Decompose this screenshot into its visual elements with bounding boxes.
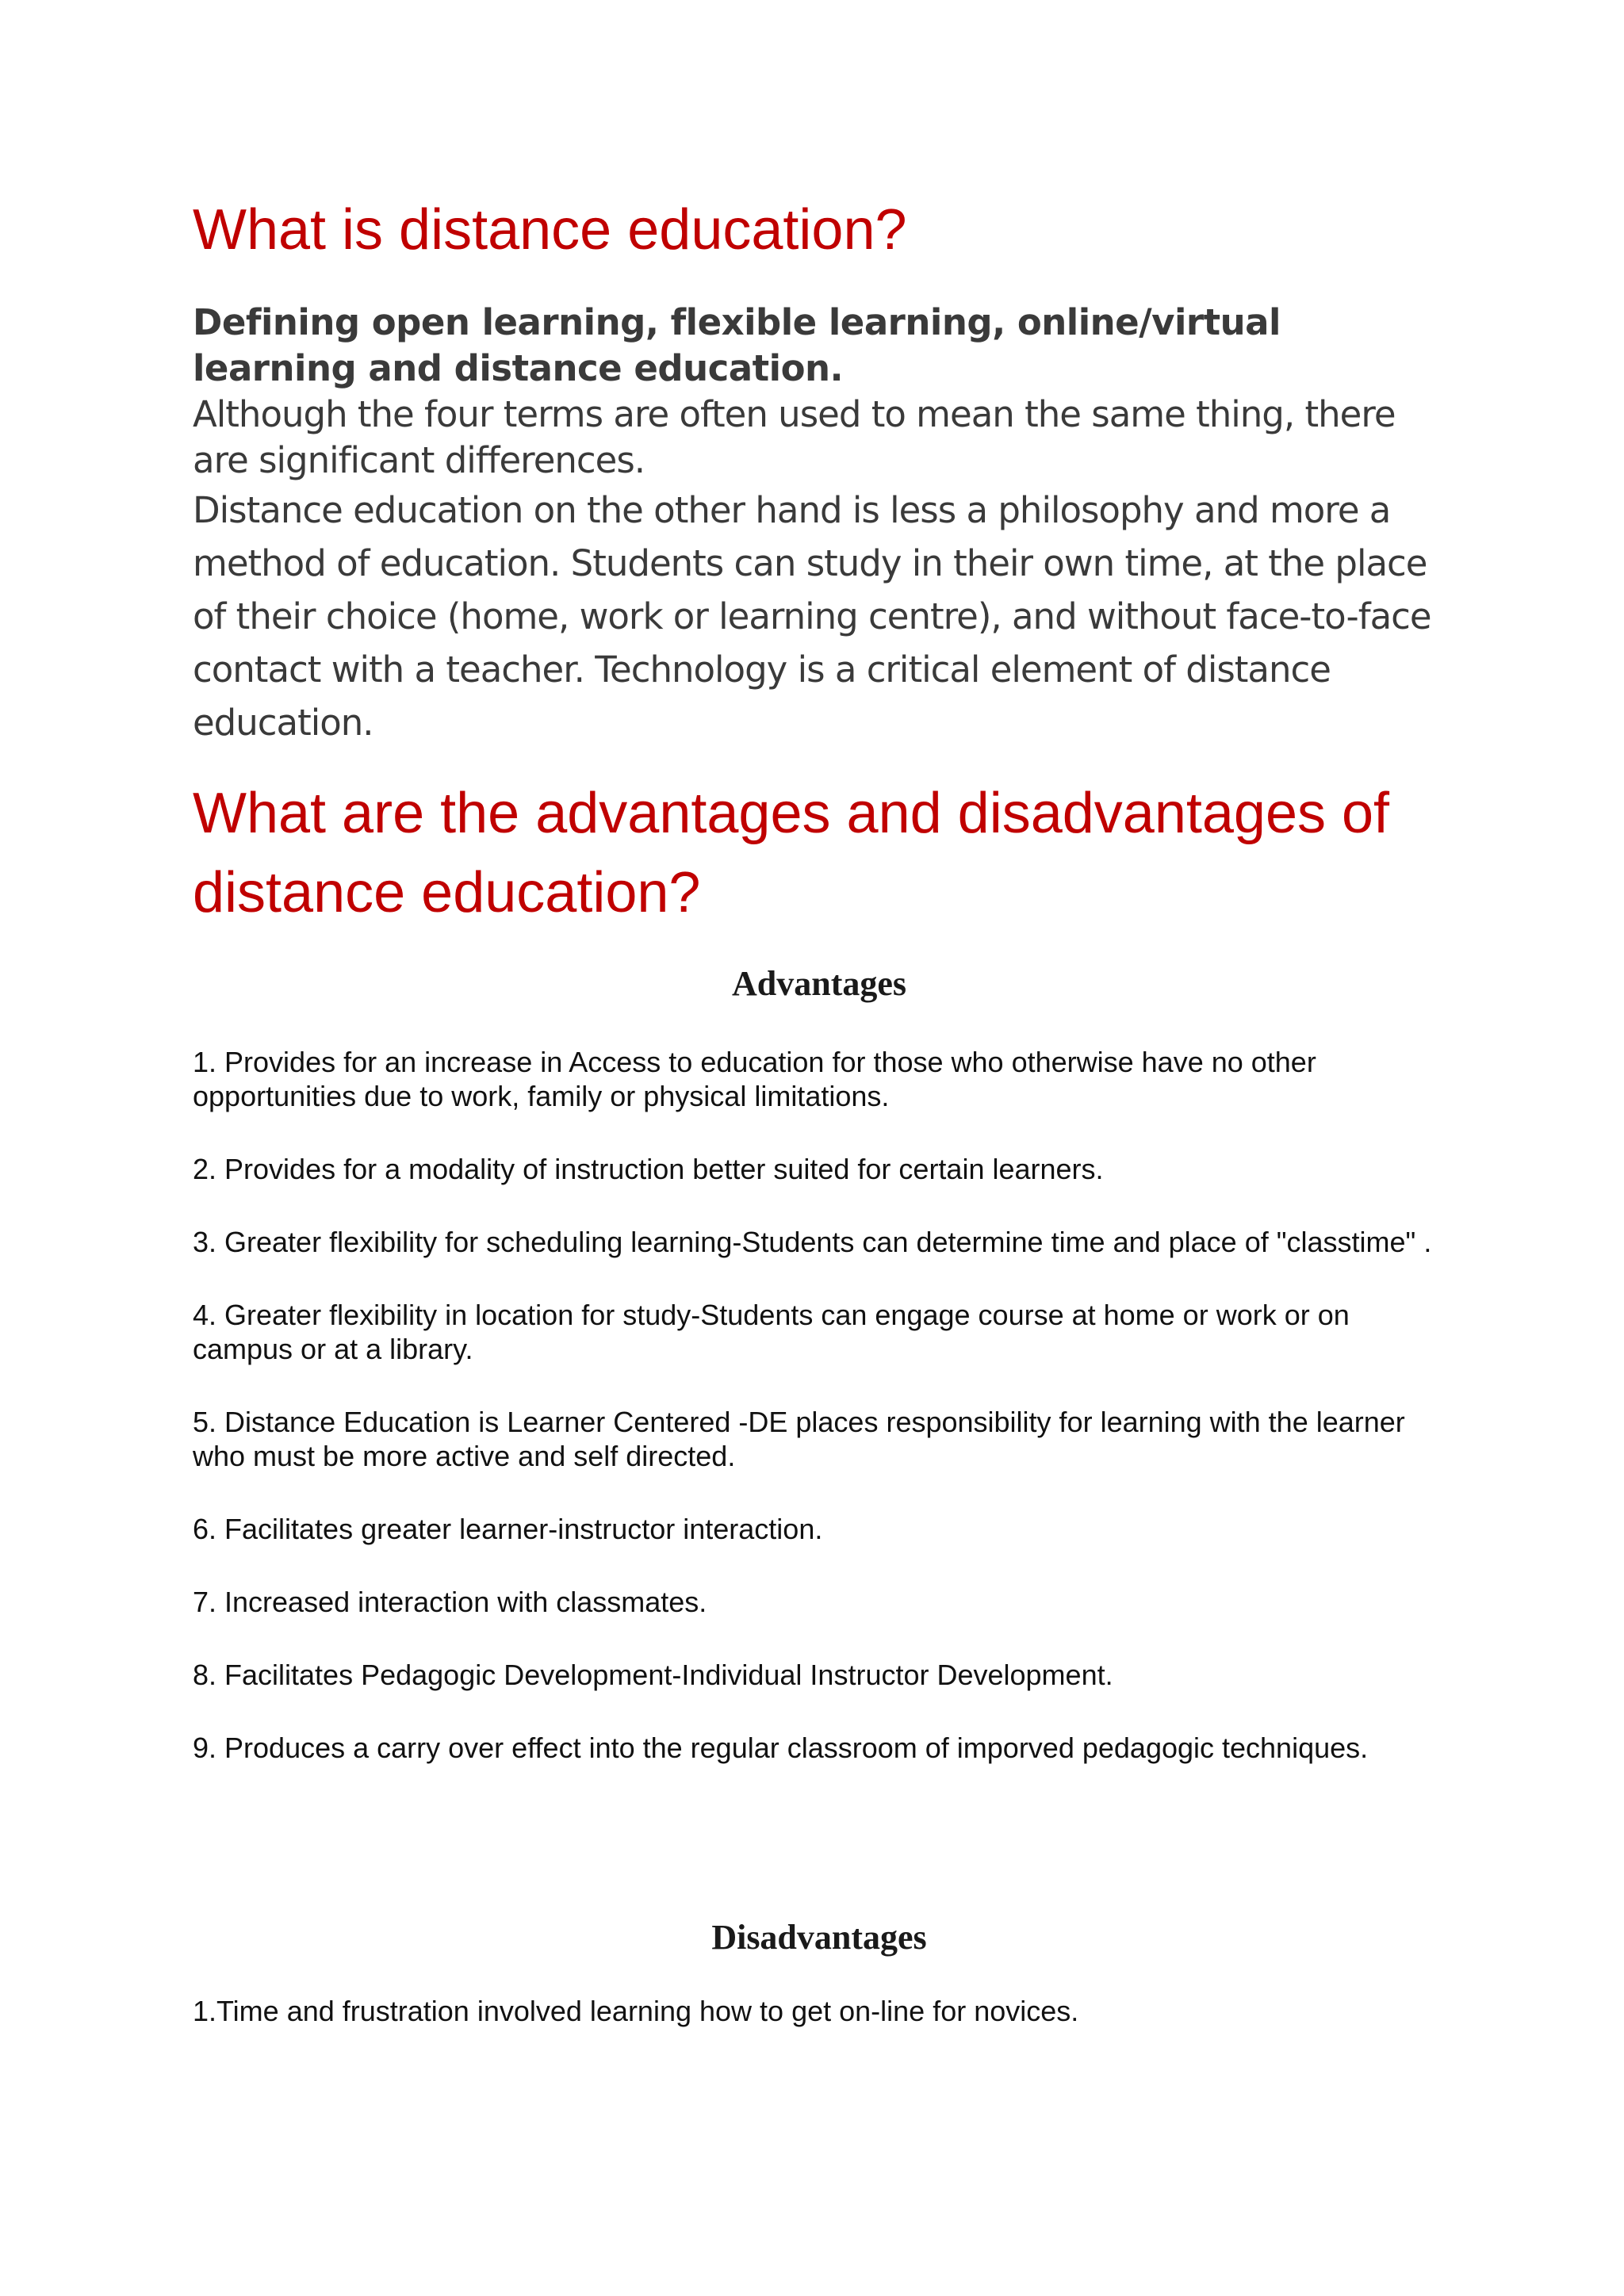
- list-item: 1.Time and frustration involved learning how to get on-line for novices.: [193, 1995, 1079, 2027]
- disadvantages-list: [193, 1994, 1446, 2028]
- list-item: 3. Greater flexibility for scheduling learning-Students can determine time and place of "classtime" .: [193, 1226, 1432, 1258]
- list-item: 4. Greater flexibility in location for study-Students can engage course at home or work or on campus or at a library.: [193, 1299, 1350, 1365]
- list-item: 8. Facilitates Pedagogic Development-Individual Instructor Development.: [193, 1659, 1113, 1691]
- list-item: 7. Increased interaction with classmates.: [193, 1586, 707, 1618]
- list-item: 2. Provides for a modality of instruction better suited for certain learners.: [193, 1153, 1104, 1185]
- heading-advantages-disadvantages: What are the advantages and disadvantages of distance education?: [193, 782, 1390, 924]
- heading-what-is-distance-education: What is distance education?: [193, 198, 907, 262]
- list-item: 6. Facilitates greater learner-instructor interaction.: [193, 1513, 823, 1545]
- advantages-title: Advantages: [731, 964, 907, 1003]
- list-item: 9. Produces a carry over effect into the regular classroom of imporved pedagogic techniques.: [193, 1732, 1369, 1764]
- list-item: 5. Distance Education is Learner Centered -DE places responsibility for learning with the learner who must be more active and self directed.: [193, 1406, 1405, 1472]
- paragraph-differences: Although the four terms are often used to mean the same thing, there are significant differences.: [193, 393, 1396, 481]
- advantages-list: [193, 1045, 1446, 1804]
- list-item: 1. Provides for an increase in Access to education for those who otherwise have no other opportunities due to work, family or physical limitations.: [193, 1046, 1316, 1112]
- paragraph-distance-education-method: Distance education on the other hand is less a philosophy and more a method of education. Students can study in their own time, at the place of their choice (home, work or learning centre), and without face-to-face contact with a teacher. Technology is a critical element of distance education.: [193, 489, 1431, 744]
- disadvantages-title: Disadvantages: [711, 1918, 927, 1957]
- subheading-definitions: Defining open learning, flexible learning, online/virtual learning and distance education.: [193, 301, 1281, 389]
